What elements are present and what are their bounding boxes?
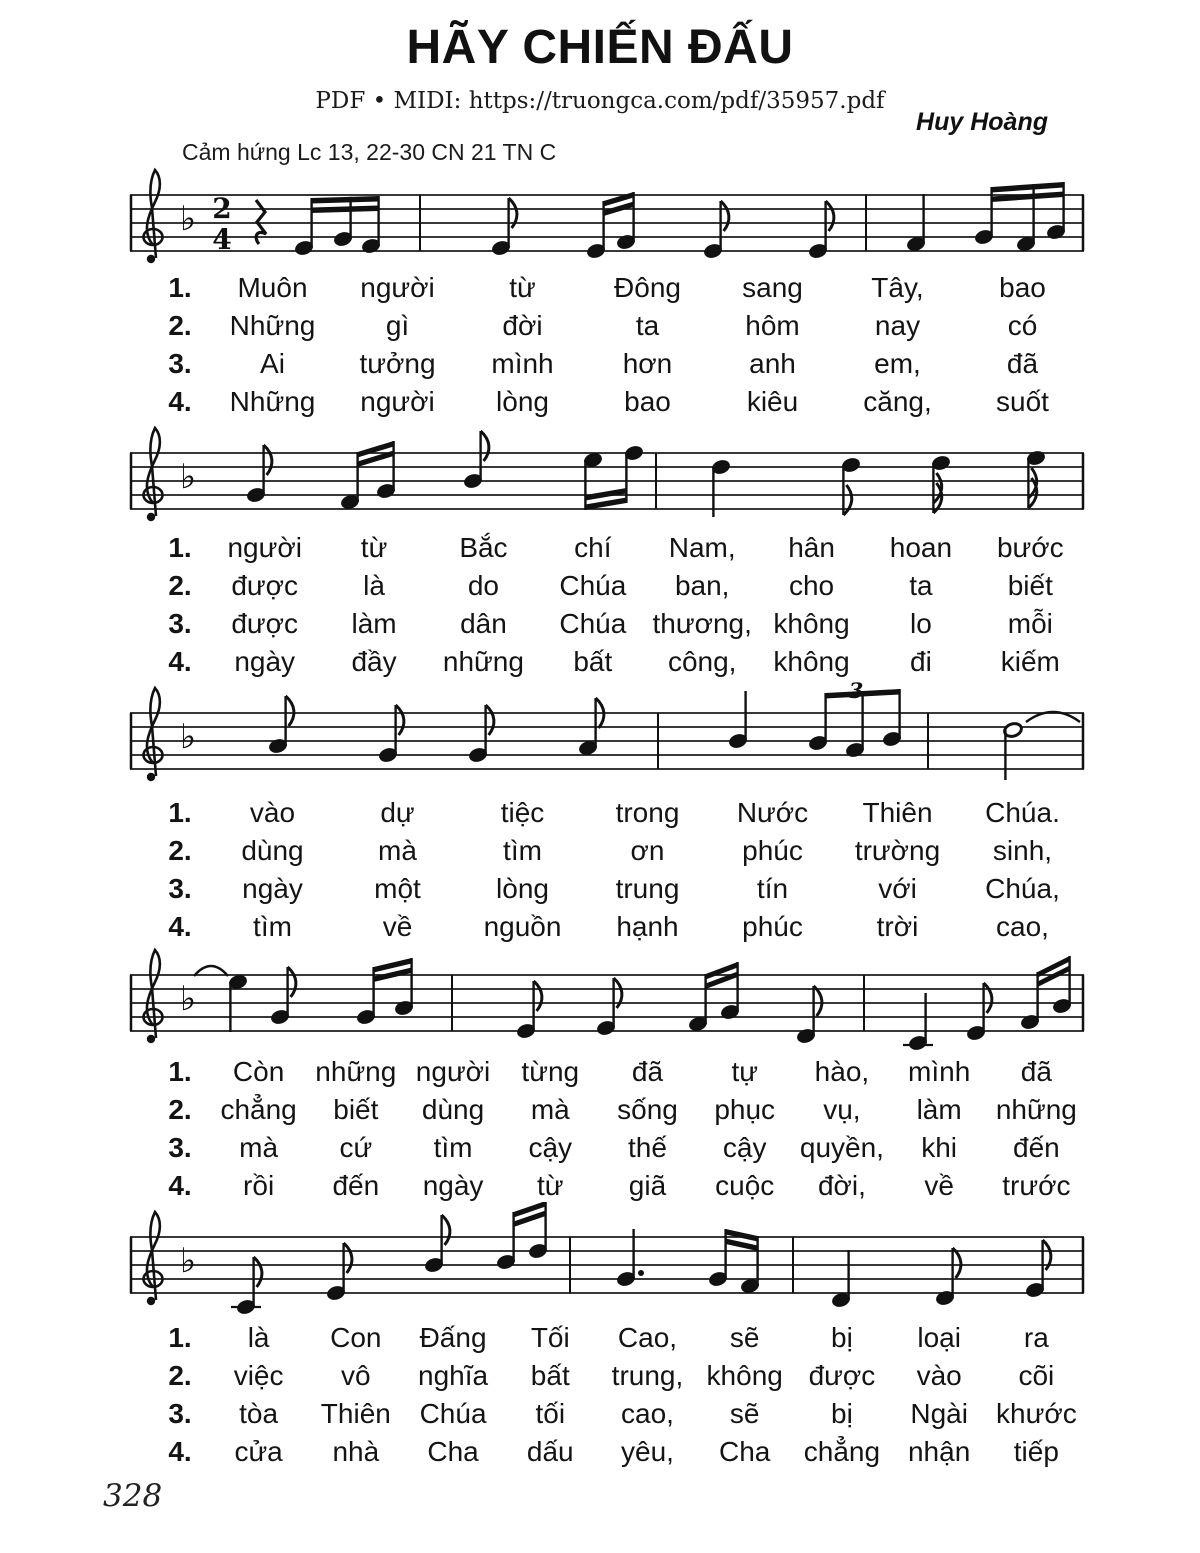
lyric-word: là [363, 570, 385, 601]
treble-clef-icon [144, 428, 163, 521]
verse-block-2 [150, 532, 1085, 684]
lyric-word: dấu [526, 1436, 574, 1467]
time-signature-top: 2 [212, 192, 232, 225]
lyric-word: em, [874, 348, 921, 379]
lyric-word: trường [854, 835, 941, 866]
beamed-note-group [583, 445, 644, 510]
lyric-word: kiếm [1000, 646, 1060, 677]
verse-line [150, 272, 1085, 310]
lyric-word: cậy [722, 1132, 767, 1163]
verse-number: 2. [168, 835, 192, 866]
verse-number: 3. [168, 1132, 192, 1163]
lyric-word: Cao, [617, 1322, 678, 1353]
eighth-note [268, 696, 294, 754]
lyric-word: vào [249, 797, 296, 828]
eighth-note [966, 983, 992, 1041]
lyric-word: ban, [674, 570, 730, 601]
lyric-word: được [231, 608, 299, 639]
lyric-word: cao, [621, 1398, 674, 1429]
verse-line [150, 1170, 1085, 1208]
lyric-word: cứ [339, 1132, 373, 1163]
lyric-word: lo [910, 608, 932, 639]
lyric-word: sang [742, 272, 803, 303]
verse-block-1 [150, 272, 1085, 424]
lyric-word: tiếp [1013, 1436, 1059, 1467]
lyric-word: dùng [241, 835, 304, 866]
lyric-word: Cha [719, 1436, 771, 1467]
lyric-word: vào [916, 1360, 962, 1391]
beamed-note-group [974, 182, 1066, 252]
lyric-word: thương, [652, 608, 752, 639]
lyric-word: hạnh [616, 911, 679, 942]
verse-line [150, 608, 1085, 646]
lyric-word: không [773, 646, 850, 677]
verse-number: 4. [168, 911, 192, 942]
lyric-word: ngày [422, 1170, 484, 1201]
verse-line [150, 835, 1085, 873]
inspiration-caption: Cảm hứng Lc 13, 22-30 CN 21 TN C [182, 139, 557, 165]
lyric-word: tưởng [359, 348, 436, 379]
verse-number: 1. [168, 1056, 192, 1087]
eighth-note [596, 978, 622, 1036]
lyric-word: kiêu [746, 386, 799, 417]
lyric-word: hôm [745, 310, 800, 341]
eighth-note [1026, 450, 1046, 508]
verse-line [150, 646, 1085, 684]
verse-line [150, 386, 1085, 424]
verse-number: 3. [168, 608, 192, 639]
lyric-word: tìm [253, 911, 292, 942]
verse-number: 4. [168, 386, 192, 417]
verse-number: 3. [168, 873, 192, 904]
lyric-word: khi [921, 1132, 958, 1163]
lyric-word: đến [332, 1170, 380, 1201]
lyric-word: ta [909, 570, 933, 601]
lyric-word: Chúa. [985, 797, 1060, 828]
lyric-word: đã [1020, 1056, 1052, 1087]
lyric-word: hào, [814, 1056, 870, 1087]
lyric-word: Ai [260, 348, 285, 379]
verse-line [150, 570, 1085, 608]
lyric-word: cậy [528, 1132, 573, 1163]
lyric-word: những [315, 1056, 397, 1087]
lyric-word: mà [239, 1132, 279, 1163]
verse-number: 4. [168, 1436, 192, 1467]
lyric-word: rồi [243, 1170, 275, 1201]
lyric-word: biết [333, 1094, 379, 1125]
eighth-note [491, 198, 517, 256]
verse-line [150, 1056, 1085, 1094]
eighth-note [931, 455, 951, 513]
lyric-word: người [360, 272, 435, 303]
lyric-word: Thiên [862, 797, 933, 828]
lyric-word: bao [624, 386, 671, 417]
verse-block-5 [150, 1322, 1085, 1474]
lyric-word: Chúa [419, 1398, 487, 1429]
lyric-word: Đấng [419, 1322, 487, 1353]
lyric-word: người [360, 386, 435, 417]
lyric-word: tín [756, 873, 789, 904]
lyric-word: về [924, 1170, 954, 1201]
verse-number: 3. [168, 1398, 192, 1429]
lyric-word: nhà [332, 1436, 380, 1467]
eighth-note [796, 986, 822, 1044]
lyric-word: ta [635, 310, 660, 341]
lyric-word: Con [330, 1322, 382, 1353]
lyric-word: nghĩa [418, 1360, 489, 1391]
triplet-number: 3 [848, 678, 864, 703]
lyric-word: Chúa, [985, 873, 1060, 904]
half-note [1003, 722, 1023, 780]
lyric-word: yêu, [621, 1436, 674, 1467]
lyric-word: đã [631, 1056, 664, 1087]
time-signature-bottom: 4 [212, 223, 232, 256]
lyric-word: sẽ [729, 1322, 760, 1353]
composer-name: Huy Hoàng [916, 108, 1048, 136]
verse-number: 2. [168, 570, 192, 601]
verse-line [150, 1322, 1085, 1360]
lyric-word: cuộc [715, 1170, 775, 1201]
lyric-word: Chúa [559, 608, 627, 639]
lyric-word: bị [831, 1398, 853, 1429]
lyric-word: trong [615, 797, 680, 828]
lyric-word: tìm [503, 835, 542, 866]
lyric-word: Bắc [459, 532, 508, 563]
lyric-word: Còn [232, 1056, 285, 1087]
lyric-word: gì [385, 310, 410, 341]
lyric-word: đến [1013, 1132, 1060, 1163]
verse-number: 3. [168, 348, 192, 379]
lyric-word: làm [351, 608, 397, 639]
beamed-note-group [688, 962, 740, 1032]
lyric-word: đầy [351, 646, 397, 677]
lyric-word: Nước [736, 797, 809, 828]
flat-key-signature: ♭ [180, 717, 197, 757]
verse-line [150, 1436, 1085, 1474]
beamed-note-group [340, 441, 396, 510]
lyric-word: tối [535, 1398, 566, 1429]
page-number: 328 [103, 1478, 163, 1514]
verse-line [150, 797, 1085, 835]
lyric-word: dân [460, 608, 507, 639]
lyric-word: trước [1002, 1170, 1071, 1201]
verse-number: 2. [168, 1094, 192, 1125]
lyric-word: dự [380, 797, 415, 828]
lyric-word: từ [537, 1170, 564, 1201]
flat-key-signature: ♭ [180, 979, 197, 1019]
lyric-word: chẳng [803, 1436, 881, 1467]
verse-number: 1. [168, 1322, 192, 1353]
lyric-word: từng [521, 1056, 580, 1087]
lyric-word: khước [996, 1398, 1077, 1429]
lyric-word: đã [1006, 348, 1039, 379]
lyric-word: thế [628, 1132, 667, 1163]
lyric-word: Chúa [559, 570, 627, 601]
lyric-word: hoan [889, 532, 953, 563]
lyric-word: Những [229, 310, 316, 341]
lyric-word: Đông [614, 272, 681, 303]
treble-clef-icon [144, 688, 163, 781]
lyric-word: hơn [622, 348, 673, 379]
lyric-word: được [231, 570, 299, 601]
verse-number: 1. [168, 797, 192, 828]
pdf-midi-link[interactable]: PDF • MIDI: https://truongca.com/pdf/35957.pdf [315, 88, 885, 114]
beamed-note-group [356, 958, 414, 1025]
lyric-word: vụ, [823, 1094, 861, 1125]
lyric-word: bao [999, 272, 1046, 303]
quarter-note [903, 993, 933, 1051]
lyric-word: là [247, 1322, 270, 1353]
verse-line [150, 348, 1085, 386]
verse-line [150, 1360, 1085, 1398]
lyric-word: những [442, 646, 524, 677]
lyric-word: Những [229, 386, 316, 417]
treble-clef-icon [144, 1212, 163, 1305]
lyric-word: Tây, [871, 272, 924, 303]
lyric-word: tìm [433, 1132, 473, 1163]
beamed-note-group [708, 1229, 760, 1294]
verse-number: 4. [168, 646, 192, 677]
verse-line [150, 310, 1085, 348]
beamed-note-group [586, 192, 636, 259]
verse-line [150, 1132, 1085, 1170]
verse-line [150, 911, 1085, 949]
lyric-word: sống [617, 1094, 678, 1125]
music-staff-5 [128, 1202, 1086, 1342]
lyric-word: suốt [996, 386, 1049, 417]
lyric-word: những [995, 1094, 1077, 1125]
lyric-word: người [227, 532, 302, 563]
lyric-word: từ [509, 272, 536, 303]
treble-clef-icon [144, 170, 163, 263]
lyric-word: Muôn [237, 272, 308, 303]
lyric-word: Nam, [668, 532, 736, 563]
page-title: HÃY CHIẾN ĐẤU [406, 21, 794, 74]
treble-clef-icon [144, 950, 163, 1043]
lyric-word: bị [831, 1322, 853, 1353]
lyric-word: bước [996, 532, 1064, 563]
lyric-word: với [878, 873, 917, 904]
lyric-word: cửa [234, 1436, 283, 1467]
lyric-word: cõi [1018, 1360, 1055, 1391]
flat-key-signature: ♭ [180, 199, 197, 239]
lyric-word: trời [876, 911, 919, 942]
lyric-word: quyền, [799, 1132, 884, 1163]
lyric-word: dùng [421, 1094, 485, 1125]
lyric-word: giã [628, 1170, 667, 1201]
flat-key-signature: ♭ [180, 457, 197, 497]
lyric-word: đời, [817, 1170, 866, 1201]
lyric-word: Thiên [320, 1398, 391, 1429]
lyric-word: trung, [611, 1360, 684, 1391]
lyric-word: sinh, [992, 835, 1053, 866]
lyric-word: do [467, 570, 500, 601]
lyric-word: mỗi [1007, 608, 1053, 639]
lyric-word: trung [615, 873, 680, 904]
lyric-word: lòng [496, 386, 549, 417]
verse-line [150, 873, 1085, 911]
lyric-word: ra [1023, 1322, 1049, 1353]
verse-line [150, 532, 1085, 570]
lyric-word: người [415, 1056, 491, 1087]
lyric-word: chẳng [220, 1094, 297, 1125]
lyric-word: sẽ [729, 1398, 760, 1429]
verse-line [150, 1398, 1085, 1436]
beamed-note-group [294, 196, 381, 256]
lyric-word: nhận [907, 1436, 971, 1467]
lyric-word: được [808, 1360, 876, 1391]
lyric-word: ngày [242, 873, 303, 904]
lyric-word: chí [574, 532, 612, 563]
lyric-word: anh [749, 348, 796, 379]
lyric-word: biết [1007, 570, 1053, 601]
lyric-word: từ [360, 532, 388, 563]
lyric-word: tự [731, 1056, 758, 1087]
verse-number: 1. [168, 532, 192, 563]
lyric-word: loại [917, 1322, 961, 1353]
lyric-word: cao, [996, 911, 1049, 942]
eighth-note [935, 1248, 961, 1306]
flat-key-signature: ♭ [180, 1241, 197, 1281]
lyric-word: mà [530, 1094, 570, 1125]
lyric-word: mà [378, 835, 417, 866]
verse-number: 1. [168, 272, 192, 303]
lyric-word: phục [714, 1094, 776, 1125]
eighth-note [1025, 1240, 1051, 1298]
quarter-note [728, 691, 748, 749]
lyric-word: phúc [742, 835, 803, 866]
verse-block-3 [150, 797, 1085, 949]
lyric-word: Cha [427, 1436, 479, 1467]
lyric-word: về [382, 911, 413, 942]
lyric-word: tiệc [500, 797, 545, 828]
lyric-word: Tối [530, 1322, 570, 1353]
lyric-word: mình [908, 1056, 971, 1087]
beamed-note-group [1020, 956, 1072, 1030]
lyric-word: ơn [630, 835, 665, 866]
lyric-word: đi [910, 646, 932, 677]
lyric-word: làm [916, 1094, 962, 1125]
lyric-word: ngày [234, 646, 296, 677]
lyric-word: nguồn [483, 911, 562, 942]
lyric-word: không [773, 608, 850, 639]
lyric-word: mình [491, 348, 554, 379]
verse-block-4 [150, 1056, 1085, 1208]
lyric-word: có [1007, 310, 1038, 341]
verse-number: 4. [168, 1170, 192, 1201]
verse-number: 2. [168, 310, 192, 341]
lyric-word: hân [788, 532, 835, 563]
lyric-word: bất [530, 1360, 570, 1391]
verse-number: 2. [168, 1360, 192, 1391]
lyric-word: bất [573, 646, 613, 677]
lyric-word: công, [667, 646, 737, 677]
lyric-word: cho [788, 570, 835, 601]
lyric-word: việc [233, 1360, 284, 1391]
lyric-word: một [374, 873, 421, 904]
lyric-word: lòng [496, 873, 549, 904]
lyric-word: Ngài [910, 1398, 968, 1429]
lyric-word: đời [502, 310, 543, 341]
lyric-word: tòa [239, 1398, 279, 1429]
lyric-word: vô [341, 1360, 371, 1391]
lyric-word: không [706, 1360, 783, 1391]
lyric-word: phúc [742, 911, 803, 942]
lyric-word: căng, [863, 386, 932, 417]
lyric-word: nay [874, 310, 921, 341]
eighth-note [841, 457, 861, 515]
verse-line [150, 1094, 1085, 1132]
